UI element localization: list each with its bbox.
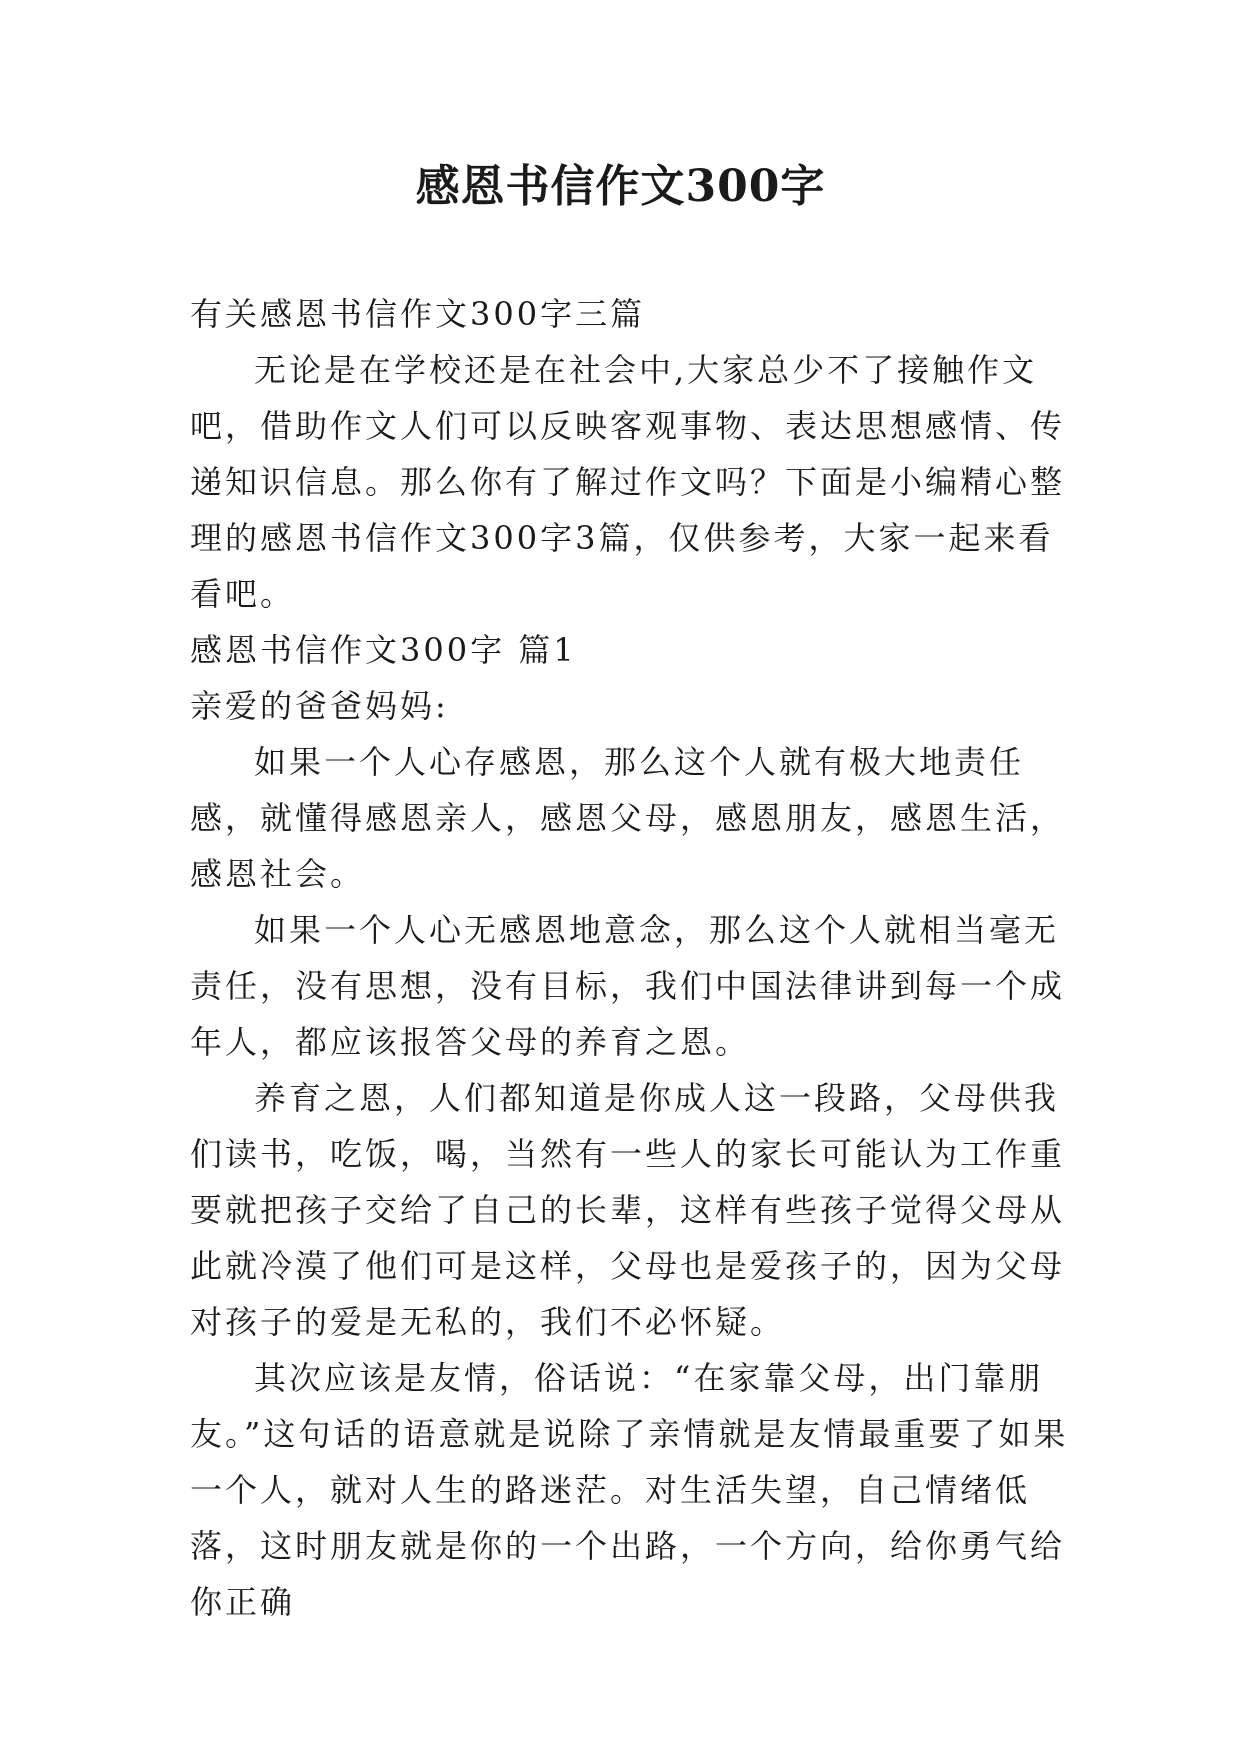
body-paragraph: 养育之恩，人们都知道是你成人这一段路，父母供我们读书，吃饭，喝，当然有一些人的家长可能认为工作重要就把孩子交给了自己的长辈，这样有些孩子觉得父母从此就冷漠了他们可是这样，父母也是爱孩子的，因为父母对孩子的爱是无私的，我们不必怀疑。 — [190, 1079, 1066, 1341]
body-paragraph: 如果一个人心无感恩地意念，那么这个人就相当毫无责任，没有思想，没有目标，我们中国法律讲到每一个成年人，都应该报答父母的养育之恩。 — [190, 911, 1066, 1061]
body-paragraph: 其次应该是友情，俗话说：“在家靠父母，出门靠朋友。”这句话的语意就是说除了亲情就是友情最重要了如果一个人，就对人生的路迷茫。对生活失望，自己情绪低落，这时朋友就是你的一个出路，一个方向，给你勇气给你正确 — [190, 1359, 1069, 1621]
salutation: 亲爱的爸爸妈妈: — [190, 687, 449, 725]
document-body — [190, 286, 1070, 1630]
intro-paragraph: 无论是在学校还是在社会中,大家总少不了接触作文吧，借助作文人们可以反映客观事物、表达思想感情、传递知识信息。那么你有了解过作文吗？下面是小编精心整理的感恩书信作文300字3篇，仅供参考，大家一起来看看吧。 — [190, 351, 1066, 613]
section-heading: 感恩书信作文300字 篇1 — [190, 631, 577, 669]
page-title: 感恩书信作文300字 — [415, 161, 826, 212]
subtitle: 有关感恩书信作文300字三篇 — [190, 295, 646, 333]
body-paragraph: 如果一个人心存感恩，那么这个人就有极大地责任感，就懂得感恩亲人，感恩父母，感恩朋友，感恩生活，感恩社会。 — [190, 743, 1066, 893]
